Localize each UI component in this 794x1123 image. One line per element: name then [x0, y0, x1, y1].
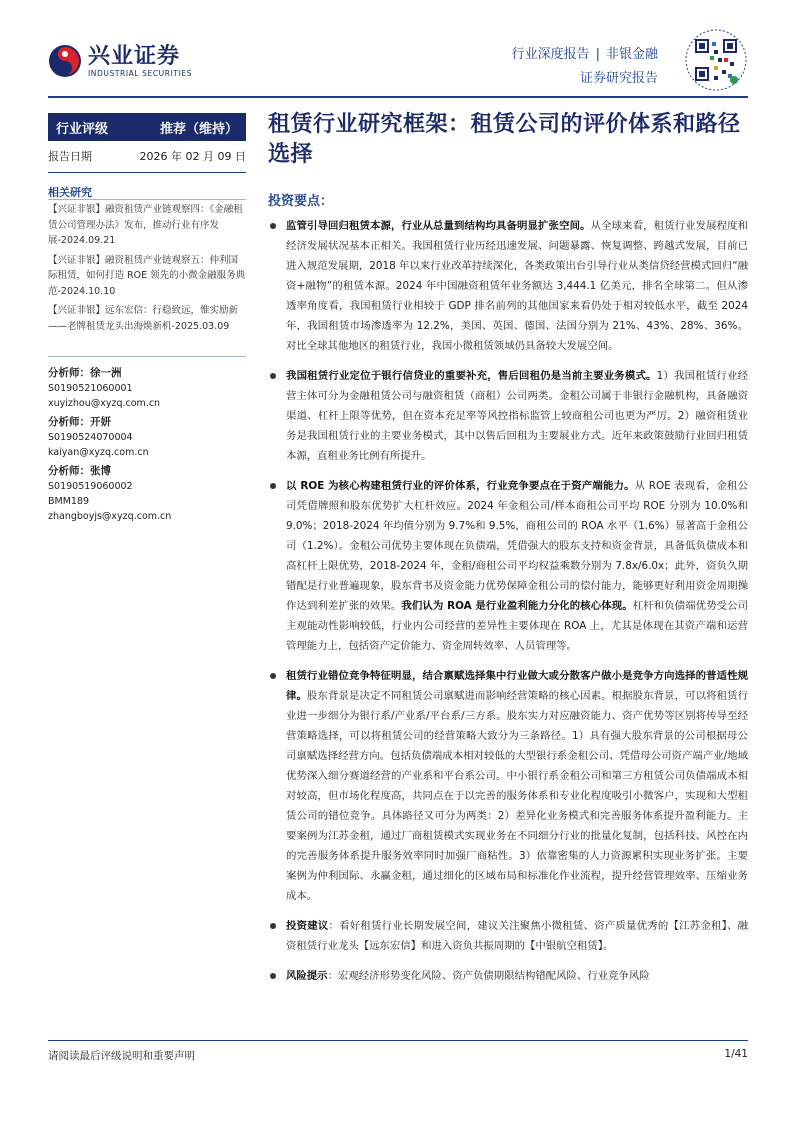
key-point-emphasis: 我们认为 ROA 是行业盈利能力分化的核心体现。: [401, 600, 633, 612]
key-point-text: 1）我国租赁行业经营主体可分为金融租赁公司与融资租赁（商租）公司两类。金租公司属于非银行金融机构，具备融资渠道、杠杆上限等优势，但在资本充足率等风控指标监管上较商租公司也更为严厉。2）融资租赁业务是我国租赁行业的主要业务模式，其中以售后回租为主要展业方式。近年来政策鼓励行业回归租赁本源，直租业务比例有所提升。: [286, 370, 748, 462]
bullet-icon: [270, 483, 276, 489]
bullet-icon: [270, 923, 276, 929]
key-point-text: 从 ROE 表现看，金租公司凭借牌照和股东优势扩大杠杆效应。2024 年金租公司/样本商租公司平均 ROE 分别为 10.0%和 9.0%；2018-2024 年均值分别为 9.7%和 9.5%，商租公司的 ROA 水平（1.6%）显著高于金租公司（1.2%）。金租公司优势主要体现在负债端，凭借强大的股东支持和资金背景，具备低负债成本和高杠杆上限优势，2018-2024 年，金租/商租公司平均权益乘数分别为 7.8x/6.0x；此外，资负久期错配是行业普遍现象，股东背书及资金能力优势保障金租公司的偿付能力，能够更好利用资金周期操作达到利差扩张的效果。: [286, 480, 748, 612]
bullet-icon: [270, 673, 276, 679]
analyst-email[interactable]: xuyizhou@xyzq.com.cn: [48, 398, 161, 409]
related-item[interactable]: 【兴证非银】融资租赁产业链观察四：《金融租赁公司管理办法》发布，推动行业有序发展-2024.09.21: [48, 204, 243, 246]
key-point: [268, 216, 748, 356]
key-point: [268, 666, 748, 906]
analyst-extra-id: BMM189: [48, 496, 90, 507]
report-date-label: 报告日期: [48, 150, 92, 163]
key-point-lead: 我国租赁行业定位于银行信贷业的重要补充，售后回租仍是当前主要业务模式。: [286, 370, 657, 382]
footer-disclaimer: 请阅读最后评级说明和重要声明: [48, 1050, 195, 1062]
analyst-name: 分析师：开妍: [48, 416, 111, 428]
analyst-list: [48, 366, 246, 528]
key-point-lead: 投资建议: [286, 920, 329, 932]
industry-rating-box: [48, 113, 246, 141]
analyst-divider: [48, 356, 246, 357]
related-item[interactable]: 【兴证非银】融资租赁产业链观察五：仲利国际租赁，如何打造 ROE 领先的小微金融服务典范-2024.10.10: [48, 254, 246, 297]
related-item[interactable]: 【兴证非银】远东宏信：行稳致远，惟实励新——老牌租赁龙头出海焕新机-2025.03.09: [48, 305, 239, 332]
analyst-email[interactable]: kaiyan@xyzq.com.cn: [48, 447, 149, 458]
key-point-lead: 监管引导回归租赁本源，行业从总量到结构均具备明显扩张空间。: [286, 220, 591, 232]
investment-advice: [268, 916, 748, 956]
header-report-info: 行业深度报告 | 非银金融 证券研究报告: [511, 47, 658, 86]
key-point: [268, 366, 748, 466]
logo-mark-icon: [48, 44, 82, 78]
key-point-text: 杠杆和负债端优势受公司主观能动性影响较低，行业内公司经营的差异性主要体现在 ROA 上，尤其是体现在其资产端和运营管理能力上，包括资产定价能力、资金周转效率、人员管理等。: [286, 600, 749, 652]
page-number: 1/41: [724, 1048, 748, 1060]
key-point: [268, 476, 748, 656]
footer-divider: [48, 1040, 748, 1041]
logo-text-cn: 兴业证券: [88, 43, 181, 69]
related-research-title: 相关研究: [48, 186, 92, 199]
analyst-entry: [48, 464, 246, 524]
analyst-id: S0190524070004: [48, 432, 133, 443]
section-heading: 投资要点：: [268, 194, 334, 209]
analyst-name: 分析师：张博: [48, 465, 111, 477]
bullet-icon: [270, 373, 276, 379]
header-divider: [48, 96, 748, 98]
key-point-lead: 风险提示: [286, 970, 328, 982]
analyst-entry: [48, 415, 246, 460]
analyst-id: S0190521060001: [48, 383, 133, 394]
bullet-icon: [270, 223, 276, 229]
analyst-name: 分析师：徐一洲: [48, 367, 122, 379]
key-point-text: 从全球来看，租赁行业发展程度和经济发展状况基本正相关。我国租赁行业历经迅速发展、问题暴露、恢复调整、跨越式发展，目前已进入规范发展期，2018 年以来行业改革持续深化，各类政策出台引导行业从类信贷经营模式回归“融资+融物”的租赁本源。2024 年中国融资租赁年业务额达 3,444.1 亿美元，排名全球第二。但从渗透率角度看，我国租赁行业相较于 GDP 排名前列的其他国家来看仍处于相对较低水平，截至 2024 年，我国租赁市场渗透率为 12.2%，美国、英国、德国、法国分别为 21%、43%、28%、36%。对比全球其他地区的租赁行业，我国小微租赁领域仍具备较大发展空间。: [286, 220, 749, 352]
key-point-text: ：看好租赁行业长期发展空间，建议关注聚焦小微租赁、资产质量优秀的【江苏金租】、融资租赁行业龙头【远东宏信】和进入资负共振周期的【中银航空租赁】。: [286, 920, 749, 952]
key-point-text: 股东背景是决定不同租赁公司禀赋进而影响经营策略的核心因素。根据股东背景，可以将租赁行业进一步细分为银行系/产业系/平台系/三方系。股东实力对应融资能力、资产优势等区别将传导至经营策略选择，可以将租赁公司的经营策略大致分为三条路径。1）具有强大股东背景的公司根据母公司禀赋选择经营方向。包括负债端成本相对较低的大型银行系金租公司、凭借母公司资产端产业/地域优势深入细分赛道经营的产业系和平台系公司。中小银行系金租公司和第三方租赁公司负债端成本相对较高，但市场化程度高，共同点在于以完善的服务体系和专业化程度吸引小微客户，实现和大型租赁公司的错位竞争。具体路径又可分为两类：2）差异化业务模式和完善服务体系提升盈利能力。主要案例为江苏金租，通过厂商租赁模式实现业务在不同细分行业的批量化复制，包括科技、风控在内的完善服务体系提升服务效率同时加强厂商粘性。3）依靠密集的人力资源累积实现业务扩张。主要案例为仲利国际、永赢金租，通过细化的区域布局和标准化作业流程，提升经营管理效率、压缩业务成本。: [286, 690, 749, 902]
related-divider: [48, 199, 246, 200]
rating-label: 行业评级: [56, 121, 109, 137]
risk-warning: [268, 966, 748, 986]
qr-code-icon: [684, 28, 748, 92]
key-point-text: ：宏观经济形势变化风险、资产负债期限结构错配风险、行业竞争风险: [327, 970, 650, 982]
report-subtitle: 证券研究报告: [579, 71, 658, 86]
company-logo: [48, 44, 192, 78]
bullet-icon: [270, 973, 276, 979]
rating-value: 推荐（维持）: [159, 121, 238, 137]
report-date: [48, 148, 246, 164]
analyst-entry: [48, 366, 246, 411]
report-sector: 非银金融: [605, 47, 658, 62]
report-date-value: 2026 年 02 月 09 日: [139, 150, 246, 163]
sidebar-divider: [48, 172, 246, 173]
logo-text-en: INDUSTRIAL SECURITIES: [88, 68, 193, 78]
analyst-email[interactable]: zhangboyjs@xyzq.com.cn: [48, 511, 172, 522]
analyst-id: S0190519060002: [48, 481, 133, 492]
key-point-lead: 以 ROE 为核心构建租赁行业的评价体系，行业竞争要点在于资产端能力。: [286, 480, 635, 492]
key-point-lead: 租赁行业错位竞争特征明显，结合禀赋选择集中行业做大或分散客户做小是竞争方向选择的普适性规律。: [286, 670, 748, 702]
related-research-list: [48, 202, 246, 338]
report-title: 租赁行业研究框架：租赁公司的评价体系和路径选择: [268, 112, 741, 167]
key-points-list: [268, 216, 748, 996]
report-type: 行业深度报告: [511, 47, 590, 62]
